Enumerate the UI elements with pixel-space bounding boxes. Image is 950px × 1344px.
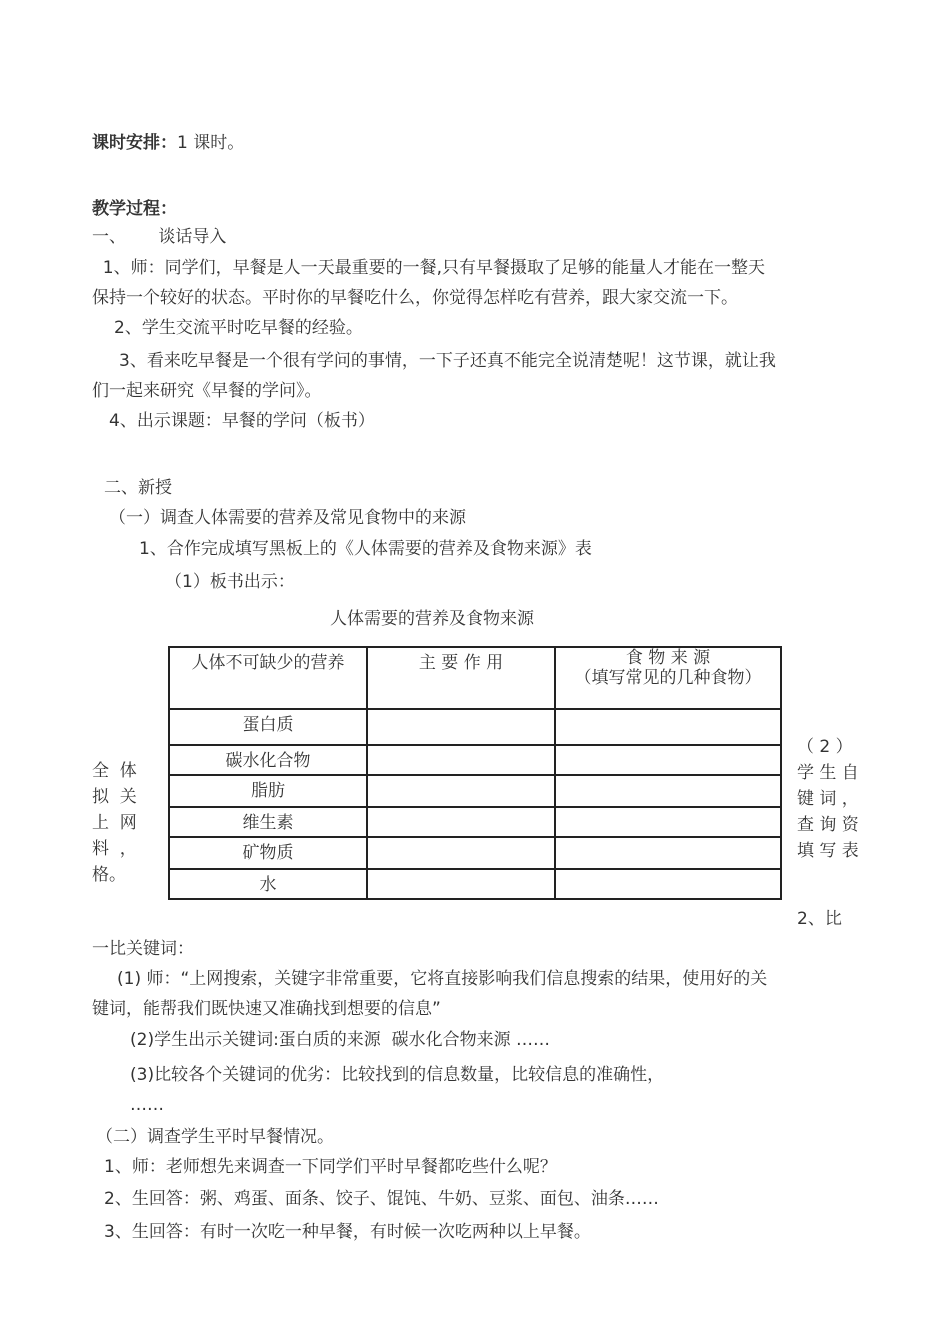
table-title: 人体需要的营养及食物来源 [330,609,534,629]
table-row [169,837,781,869]
row-function-cell [367,709,555,745]
section1-p1-line1: 1、师：同学们，早餐是人一天最重要的一餐,只有早餐摄取了足够的能量人才能在一整天 [92,258,766,278]
section1-p4: 4、出示课题：早餐的学问（板书） [109,411,375,431]
lesson-time-label: 课时安排： [92,133,177,153]
row-nutrient: 水 [169,869,367,899]
side-left-line: 全 体 [92,761,137,781]
header-food-source: 食 物 来 源 （填写常见的几种食物） [555,647,781,709]
side-right-line: 查 询 资 [797,815,859,835]
side-left-text [92,758,137,888]
row-source-cell [555,709,781,745]
process-title: 教学过程： [92,199,177,219]
section2-heading: 二、新授 [104,478,172,498]
row-nutrient: 碳水化合物 [169,745,367,775]
s2-item2: 2、生回答：粥、鸡蛋、面条、饺子、馄饨、牛奶、豆浆、面包、油条…… [104,1189,659,1209]
section2-item1: 1、合作完成填写黑板上的《人体需要的营养及食物来源》表 [139,539,592,559]
row-source-cell [555,745,781,775]
table-row [169,775,781,807]
section1-p3-line2: 们一起来研究《早餐的学问》。 [92,381,322,401]
table-row [169,869,781,899]
side-left-line: 料 ， [92,839,137,859]
lesson-time [92,132,244,154]
nutrition-table [168,646,782,900]
side-right-text [797,734,859,864]
side-right-line: 填 写 表 [797,841,859,861]
table-row [169,709,781,745]
header-nutrient: 人体不可缺少的营养 [169,647,367,709]
q1-line1: (1) 师：“上网搜索，关键字非常重要，它将直接影响我们信息搜索的结果，使用好的关 [117,969,768,989]
section1-p2: 2、学生交流平时吃早餐的经验。 [114,318,363,338]
item2-tail: 2、比 [797,909,842,929]
row-source-cell [555,807,781,837]
q3-cont: …… [130,1095,164,1115]
section1-p3-line1: 3、看来吃早餐是一个很有学问的事情，一下子还真不能完全说清楚呢！这节课，就让我 [119,351,776,371]
table-row [169,745,781,775]
row-function-cell [367,837,555,869]
side-right-line: （ 2 ） [797,737,853,757]
row-nutrient: 矿物质 [169,837,367,869]
s2-item3: 3、生回答：有时一次吃一种早餐，有时候一次吃两种以上早餐。 [104,1222,591,1242]
section1-p1-line2: 保持一个较好的状态。平时你的早餐吃什么，你觉得怎样吃有营养，跟大家交流一下。 [92,288,738,308]
q3: (3)比较各个关键词的优劣：比较找到的信息数量，比较信息的准确性， [130,1065,665,1085]
s2-item1: 1、师：老师想先来调查一下同学们平时早餐都吃些什么呢？ [104,1157,557,1177]
q1-line2: 键词，能帮我们既快速又准确找到想要的信息” [92,999,441,1019]
table-header-row [169,647,781,709]
section2-sub2: （二）调查学生平时早餐情况。 [96,1127,334,1147]
row-function-cell [367,745,555,775]
section1-heading: 一、 谈话导入 [92,227,227,247]
q2: (2)学生出示关键词:蛋白质的来源 碳水化合物来源 …… [130,1030,551,1050]
table-row [169,807,781,837]
section2-item1-1: （1）板书出示： [165,572,295,592]
side-right-line: 键 词 ， [797,789,859,809]
row-source-cell [555,837,781,869]
row-function-cell [367,869,555,899]
row-source-cell [555,775,781,807]
side-left-line: 拟 关 [92,787,137,807]
row-function-cell [367,775,555,807]
row-nutrient: 蛋白质 [169,709,367,745]
side-left-line: 上 网 [92,813,137,833]
row-function-cell [367,807,555,837]
row-source-cell [555,869,781,899]
row-nutrient: 脂肪 [169,775,367,807]
side-right-line: 学 生 自 [797,763,859,783]
side-left-line: 格。 [92,865,126,885]
header-function: 主 要 作 用 [367,647,555,709]
section2-sub1: （一）调查人体需要的营养及常见食物中的来源 [109,508,466,528]
lesson-time-value: 1 课时。 [177,133,245,153]
item2-head: 一比关键词： [92,939,194,959]
row-nutrient: 维生素 [169,807,367,837]
